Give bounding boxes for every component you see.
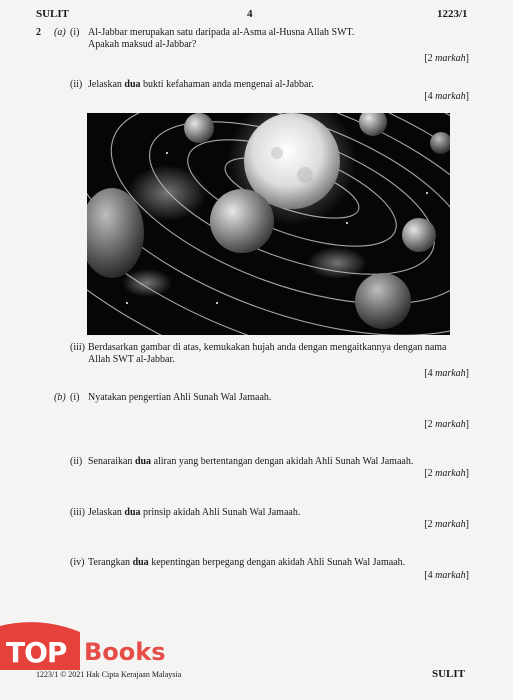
topbooks-logo <box>0 618 200 678</box>
b-iii-marks: [2 markah] <box>424 519 469 530</box>
b-i-number: (i) <box>70 392 80 403</box>
a-i-text-line2: Apakah maksud al-Jabbar? <box>88 39 197 50</box>
a-iii-text-line2: Allah SWT al-Jabbar. <box>88 354 175 365</box>
logo-text-books: Books <box>84 638 166 666</box>
b-ii-marks: [2 markah] <box>424 468 469 479</box>
b-ii-text: Senaraikan dua aliran yang bertentangan dengan akidah Ahli Sunah Wal Jamaah. <box>88 456 414 467</box>
a-iii-number: (iii) <box>70 342 85 353</box>
b-i-marks: [2 markah] <box>424 419 469 430</box>
a-i-marks: [2 markah] <box>424 53 469 64</box>
copyright-footer: 1223/1 © 2021 Hak Cipta Kerajaan Malaysia <box>36 670 182 679</box>
a-ii-text: Jelaskan dua bukti kefahaman anda mengenai al-Jabbar. <box>88 79 314 90</box>
paper-code: 1223/1 <box>437 8 468 20</box>
b-iv-text: Terangkan dua kepentingan berpegang dengan akidah Ahli Sunah Wal Jamaah. <box>88 557 406 568</box>
footer-sulit: SULIT <box>432 668 466 680</box>
a-i-text-line1: Al-Jabbar merupakan satu daripada al-Asma al-Husna Allah SWT. <box>88 27 355 38</box>
a-iii-text-line1: Berdasarkan gambar di atas, kemukakan hujah anda dengan mengaitkannya dengan nama <box>88 342 447 353</box>
a-ii-marks: [4 markah] <box>424 91 469 102</box>
solar-system-image <box>87 113 450 335</box>
header-sulit: SULIT <box>36 8 70 20</box>
b-ii-number: (ii) <box>70 456 83 467</box>
b-i-text: Nyatakan pengertian Ahli Sunah Wal Jamaah. <box>88 392 272 403</box>
a-iii-marks: [4 markah] <box>424 368 469 379</box>
b-iv-number: (iv) <box>70 557 85 568</box>
page-number: 4 <box>247 8 253 20</box>
b-iii-text: Jelaskan dua prinsip akidah Ahli Sunah Wal Jamaah. <box>88 507 301 518</box>
a-i-number: (i) <box>70 27 80 38</box>
part-b-label: (b) <box>54 392 66 403</box>
b-iv-marks: [4 markah] <box>424 570 469 581</box>
question-number: 2 <box>36 27 41 38</box>
b-iii-number: (iii) <box>70 507 85 518</box>
logo-text-top: TOP <box>6 636 67 669</box>
part-a-label: (a) <box>54 27 66 38</box>
solar-system-illustration <box>87 113 450 335</box>
a-ii-number: (ii) <box>70 79 83 90</box>
